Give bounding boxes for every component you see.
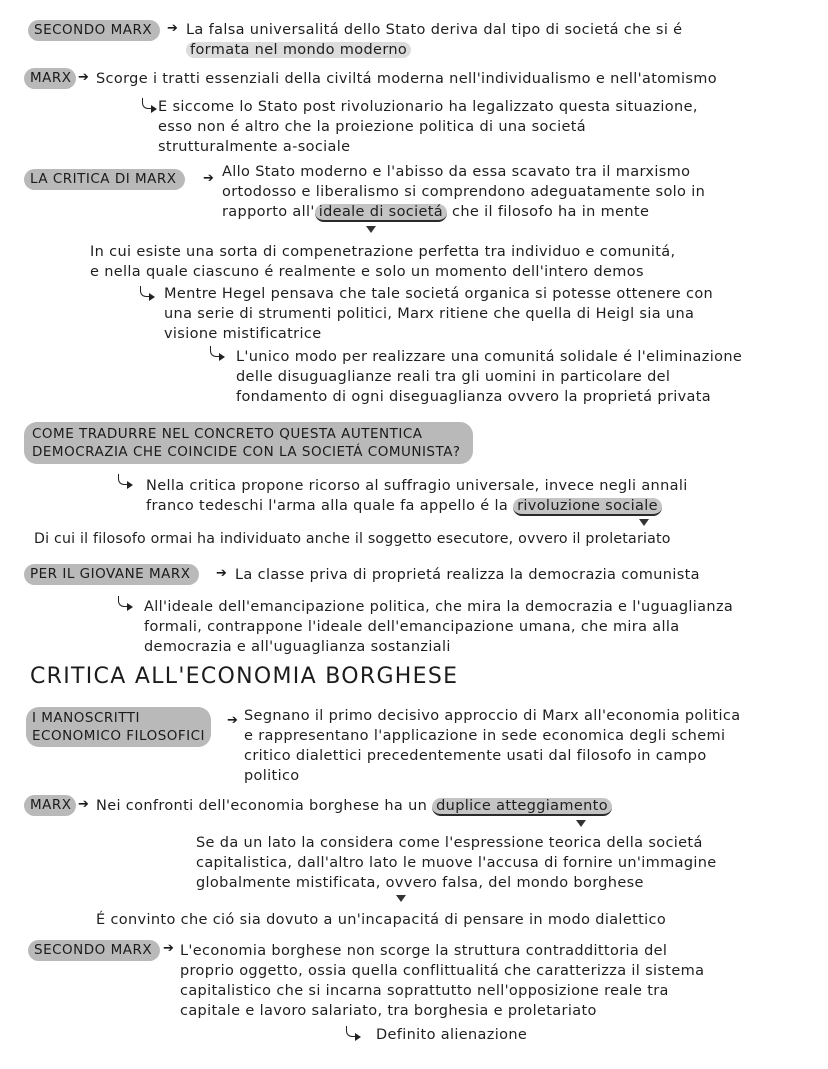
text-line: É convinto che ció sia dovuto a un'incapacitá di pensare in modo dialettico [96, 912, 667, 928]
ideale-di-societa-highlight: ideale di societá [315, 204, 447, 222]
text-line: globalmente mistificata, ovvero falsa, del mondo borghese [196, 875, 644, 891]
down-arrow-icon [639, 519, 649, 526]
hook-arrow-icon [346, 1026, 355, 1037]
text-line: capitalistico che si incarna soprattutto nell'opposizione reale tra [180, 983, 669, 999]
text-line: fondamento di ogni diseguaglianza ovvero la proprietá privata [236, 389, 712, 405]
highlight: formata nel mondo moderno [186, 42, 411, 58]
tag-marx: MARX [24, 795, 76, 816]
down-arrow-icon [366, 226, 376, 233]
text-line: capitale e lavoro salariato, tra borghesia e proletariato [180, 1003, 597, 1019]
text-line: e nella quale ciascuno é realmente e solo un momento dell'intero demos [90, 264, 644, 280]
text-line: capitalistica, dall'altro lato le muove l'accusa di fornire un'immagine [196, 855, 717, 871]
text-line: Segnano il primo decisivo approccio di Marx all'economia politica [244, 708, 741, 724]
text-line: visione mistificatrice [164, 326, 322, 342]
right-arrow-icon: ➔ [203, 171, 214, 186]
text-line: Se da un lato la considera come l'espressione teorica della societá [196, 835, 703, 851]
tag-line: ECONOMICO FILOSOFICI [32, 728, 206, 744]
text-line: Nella critica propone ricorso al suffragio universale, invece negli annali [146, 478, 688, 494]
tag-critica-di-marx: LA CRITICA DI MARX [24, 169, 185, 190]
text-line: critico dialettici precedentemente usati dal filosofo in campo [244, 748, 707, 764]
text-line: strutturalmente a-sociale [158, 139, 351, 155]
right-arrow-icon: ➔ [78, 797, 89, 812]
text-line [96, 796, 612, 816]
down-arrow-icon [576, 820, 586, 827]
tag-secondo-marx: SECONDO MARX [28, 940, 160, 961]
text-line: democrazia e all'uguaglianza sostanziali [144, 639, 451, 655]
text-line: L'economia borghese non scorge la struttura contraddittoria del [180, 943, 668, 959]
text-line [222, 202, 649, 222]
right-arrow-icon: ➔ [163, 941, 174, 956]
text-line: Mentre Hegel pensava che tale societá organica si potesse ottenere con [164, 286, 714, 302]
hook-arrow-icon [142, 98, 151, 109]
text-fragment: Nei confronti dell'economia borghese ha un [96, 798, 433, 814]
tag-marx: MARX [24, 68, 76, 89]
text-line: L'unico modo per realizzare una comunitá solidale é l'eliminazione [236, 349, 743, 365]
right-arrow-icon: ➔ [167, 21, 178, 36]
tag-come-tradurre [24, 422, 473, 464]
tag-per-il-giovane-marx: PER IL GIOVANE MARX [24, 564, 199, 585]
down-arrow-icon [396, 895, 406, 902]
tag-manoscritti [26, 707, 211, 747]
text-line [146, 496, 662, 516]
text-line [186, 40, 411, 60]
text-fragment: rapporto all' [222, 204, 315, 220]
tag-line: COME TRADURRE NEL CONCRETO QUESTA AUTENTICA [32, 426, 423, 442]
text-line: Di cui il filosofo ormai ha individuato anche il soggetto esecutore, ovvero il proletariato [34, 531, 671, 547]
text-line: e rappresentano l'applicazione in sede economica degli schemi [244, 728, 726, 744]
text-line: Allo Stato moderno e l'abisso da essa scavato tra il marxismo [222, 164, 691, 180]
text-line: Scorge i tratti essenziali della civiltá moderna nell'individualismo e nell'atomismo [96, 71, 717, 87]
text-line: All'ideale dell'emancipazione politica, che mira la democrazia e l'uguaglianza [144, 599, 734, 615]
tag-line: I MANOSCRITTI [32, 710, 140, 726]
text-line: politico [244, 768, 300, 784]
text-line: delle disuguaglianze reali tra gli uomini in particolare del [236, 369, 671, 385]
text-line: Definito alienazione [376, 1027, 528, 1043]
text-line: In cui esiste una sorta di compenetrazione perfetta tra individuo e comunitá, [90, 244, 676, 260]
hook-arrow-icon [118, 474, 127, 485]
right-arrow-icon: ➔ [78, 70, 89, 85]
rivoluzione-sociale-highlight: rivoluzione sociale [513, 498, 662, 516]
text-line: La falsa universalitá dello Stato deriva dal tipo di societá che si é [186, 22, 683, 38]
text-line: formali, contrappone l'ideale dell'emancipazione umana, che mira alla [144, 619, 680, 635]
text-fragment: franco tedeschi l'arma alla quale fa appello é la [146, 498, 514, 514]
section-heading: CRITICA ALL'ECONOMIA BORGHESE [30, 664, 459, 689]
text-line: La classe priva di proprietá realizza la democrazia comunista [235, 567, 700, 583]
hook-arrow-icon [118, 596, 127, 607]
tag-line: DEMOCRAZIA CHE COINCIDE CON LA SOCIETÁ COMUNISTA? [32, 444, 461, 460]
hook-arrow-icon [210, 346, 219, 357]
hook-arrow-icon [140, 286, 149, 297]
text-fragment: che il filosofo ha in mente [447, 204, 650, 220]
text-line: una serie di strumenti politici, Marx ritiene che quella di Heigl sia una [164, 306, 695, 322]
right-arrow-icon: ➔ [227, 713, 238, 728]
text-line: proprio oggetto, ossia quella conflittualitá che caratterizza il sistema [180, 963, 705, 979]
text-line: ortodosso e liberalismo si comprendono adeguatamente solo in [222, 184, 706, 200]
right-arrow-icon: ➔ [216, 566, 227, 581]
duplice-atteggiamento-highlight: duplice atteggiamento [432, 798, 612, 816]
text-line: E siccome lo Stato post rivoluzionario ha legalizzato questa situazione, [158, 99, 698, 115]
text-line: esso non é altro che la proiezione politica di una societá [158, 119, 586, 135]
tag-secondo-marx: SECONDO MARX [28, 20, 160, 41]
